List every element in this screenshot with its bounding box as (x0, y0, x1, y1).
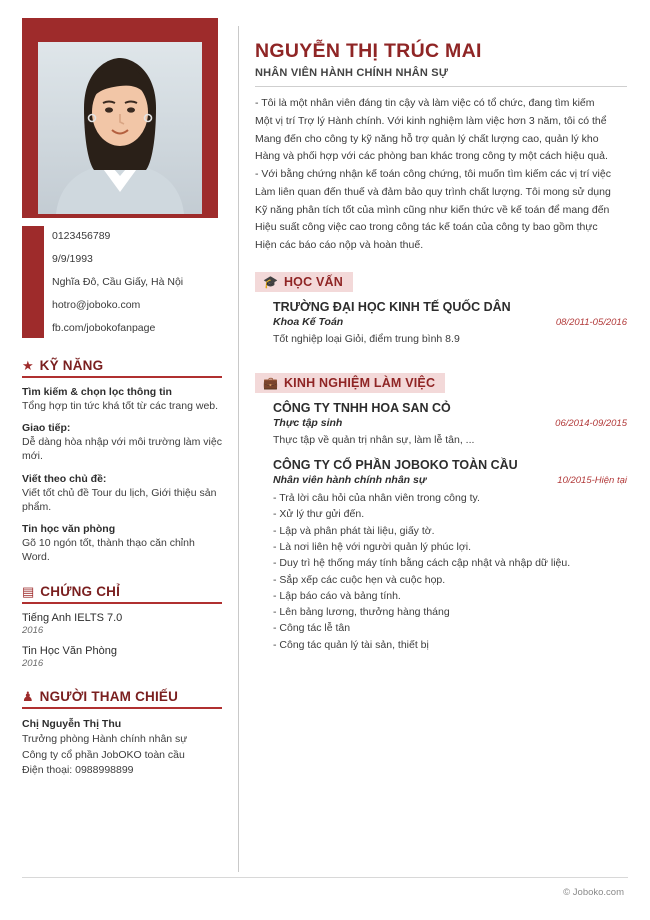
certificates-section-title: CHỨNG CHỈ (40, 584, 121, 600)
job-title: NHÂN VIÊN HÀNH CHÍNH NHÂN SỰ (255, 67, 627, 87)
education-note: Tốt nghiệp loại Giỏi, điểm trung bình 8.9 (273, 332, 460, 345)
skill-title: Giao tiếp: (22, 422, 71, 435)
skill-description: Gõ 10 ngón tốt, thành thạo căn chỉnh Word. (22, 536, 195, 564)
profile-photo-image (38, 42, 202, 214)
right-column (255, 40, 627, 663)
reference-company: Công ty cổ phần JobOKO toàn cầu (22, 748, 185, 761)
experience-entry (273, 401, 627, 448)
footer-credit: © Joboko.com (563, 887, 624, 898)
references-section-title: NGƯỜI THAM CHIẾU (39, 689, 179, 705)
contact-email-text[interactable]: hotro@joboko.com (52, 299, 141, 311)
experience-bullet: - Lập và phân phát tài liệu, giấy tờ. (273, 524, 435, 537)
experience-bullet: - Xử lý thư gửi đến. (273, 508, 365, 521)
education-school: TRƯỜNG ĐẠI HỌC KINH TẾ QUỐC DÂN (273, 299, 511, 314)
column-divider (238, 26, 239, 872)
summary-line: Hàng và phối hợp với các phòng ban khác trong công ty một cách hiệu quả. (255, 150, 608, 163)
experience-company: CÔNG TY TNHH HOA SAN CỎ (273, 400, 451, 415)
contact-item-facebook[interactable] (22, 318, 222, 338)
contact-icon-bar (22, 226, 44, 338)
left-column (22, 226, 222, 778)
contact-address-text: Nghĩa Đô, Cầu Giấy, Hà Nội (52, 276, 184, 288)
experience-date: 06/2014-09/2015 (555, 417, 627, 429)
summary-line: Một vị trí Trợ lý Hành chính. Với kinh nghiệm làm việc hơn 3 năm, tôi có thể (255, 114, 607, 127)
experience-bullet: - Lên bảng lương, thưởng hàng tháng (273, 606, 450, 619)
contact-birthdate-text: 9/9/1993 (52, 253, 93, 265)
page-title: NGUYỄN THỊ TRÚC MAI (255, 40, 482, 62)
certificates-section-rule (22, 602, 222, 604)
contact-item-phone (22, 226, 222, 246)
experience-company: CÔNG TY CỔ PHẦN JOBOKO TOÀN CẦU (273, 458, 518, 473)
references-section-rule (22, 707, 222, 709)
experience-bullet: - Duy trì hệ thống máy tính bằng cách cập nhật và nhập dữ liệu. (273, 557, 571, 570)
skill-description: Viết tốt chủ đề Tour du lịch, Giới thiệu sản phẩm. (22, 486, 217, 513)
experience-entry (273, 458, 627, 653)
experience-entry-meta (273, 474, 627, 486)
experience-bullet: - Công tác lễ tân (273, 622, 351, 635)
skill-item (22, 422, 222, 463)
education-date: 08/2011-05/2016 (555, 316, 627, 328)
certificate-name: Tin Học Văn Phòng (22, 645, 117, 658)
star-icon: ★ (22, 358, 34, 373)
profile-summary (255, 96, 627, 254)
experience-entry-meta (273, 417, 627, 429)
reference-position: Trưởng phòng Hành chính nhân sự (22, 733, 188, 746)
skill-item (22, 386, 222, 413)
summary-line: Hiện các báo cáo nộp và hoàn thuế. (255, 239, 424, 251)
skill-item (22, 473, 222, 514)
certificate-name: Tiếng Anh IELTS 7.0 (22, 612, 123, 625)
experience-note: Thực tập về quản trị nhân sự, làm lễ tân, ... (273, 433, 475, 446)
contact-item-address (22, 272, 222, 292)
footer-divider (22, 877, 628, 878)
certificate-item (22, 645, 222, 669)
experience-section-header (255, 373, 445, 393)
certificate-year: 2016 (22, 625, 44, 637)
education-section-body (255, 300, 627, 347)
graduation-cap-icon: 🎓 (263, 274, 278, 289)
profile-photo (38, 42, 202, 214)
briefcase-icon: 💼 (263, 375, 278, 390)
experience-bullet: - Công tác quản lý tài sản, thiết bị (273, 638, 429, 651)
reference-phone: Điện thoại: 0988998899 (22, 763, 134, 776)
reference-name: Chị Nguyễn Thị Thu (22, 718, 122, 731)
certificate-icon: ▤ (22, 584, 35, 600)
summary-line: Hiệu suất công việc cao trong công tác kế toán của công ty bao gồm thực (255, 221, 598, 234)
contact-facebook-text[interactable]: fb.com/jobokofanpage (52, 322, 156, 334)
skills-section-rule (22, 376, 222, 378)
experience-role: Thực tập sinh (273, 416, 343, 429)
certificates-section-header (22, 584, 222, 599)
skill-title: Tìm kiếm & chọn lọc thông tin (22, 386, 172, 398)
skill-title: Tin học văn phòng (22, 522, 116, 535)
skill-title: Viết theo chủ đề: (22, 472, 107, 485)
summary-line: Làm liên quan đến thuế và đảm bảo quy trình chất lượng. Tôi mong sử dụng (255, 185, 611, 198)
experience-bullet-list (273, 490, 627, 653)
references-section-header (22, 689, 222, 704)
skills-section-header (22, 358, 222, 373)
experience-section-body (255, 401, 627, 653)
experience-section-title: KINH NGHIỆM LÀM VIỆC (283, 375, 436, 390)
person-icon: ♟ (22, 689, 34, 705)
experience-bullet: - Trả lời câu hỏi của nhân viên trong công ty. (273, 492, 480, 505)
contact-item-email[interactable] (22, 295, 222, 315)
experience-bullet: - Sắp xếp các cuộc hẹn và cuộc họp. (273, 573, 446, 586)
contact-phone-text: 0123456789 (52, 230, 111, 242)
experience-bullet: - Là nơi liên hệ với người quản lý phúc lợi. (273, 540, 472, 553)
education-section-title: HỌC VẤN (283, 274, 343, 289)
skill-item (22, 523, 222, 564)
education-major: Khoa Kế Toán (273, 315, 344, 328)
contact-list (22, 226, 222, 338)
certificate-item (22, 612, 222, 636)
summary-line: Mang đến cho công ty kỹ năng hỗ trợ quản lý chất lượng cao, quản lý kho (255, 132, 599, 145)
education-section-header (255, 272, 353, 292)
education-entry (273, 300, 627, 347)
summary-line: - Với bằng chứng nhận kế toán công chứng, tôi muốn tìm kiếm các vị trí việc (255, 168, 611, 180)
experience-bullet: - Lập báo cáo và bảng tính. (273, 589, 401, 602)
skill-description: Tổng hợp tin tức khá tốt từ các trang web. (22, 400, 219, 412)
certificate-year: 2016 (22, 658, 44, 670)
summary-line: - Tôi là một nhân viên đáng tin cậy và làm việc có tổ chức, đang tìm kiếm (255, 97, 595, 109)
education-entry-meta (273, 316, 627, 328)
contact-item-birthdate (22, 249, 222, 269)
skill-description: Dễ dàng hòa nhập với môi trường làm việc mới. (22, 436, 222, 463)
experience-date: 10/2015-Hiện tại (557, 475, 627, 487)
experience-role: Nhân viên hành chính nhân sự (273, 474, 427, 487)
skills-section-title: KỸ NĂNG (39, 358, 104, 373)
summary-line: Kỹ năng phân tích tốt của mình cũng như kiến thức về kế toán để mang đến (255, 203, 610, 216)
